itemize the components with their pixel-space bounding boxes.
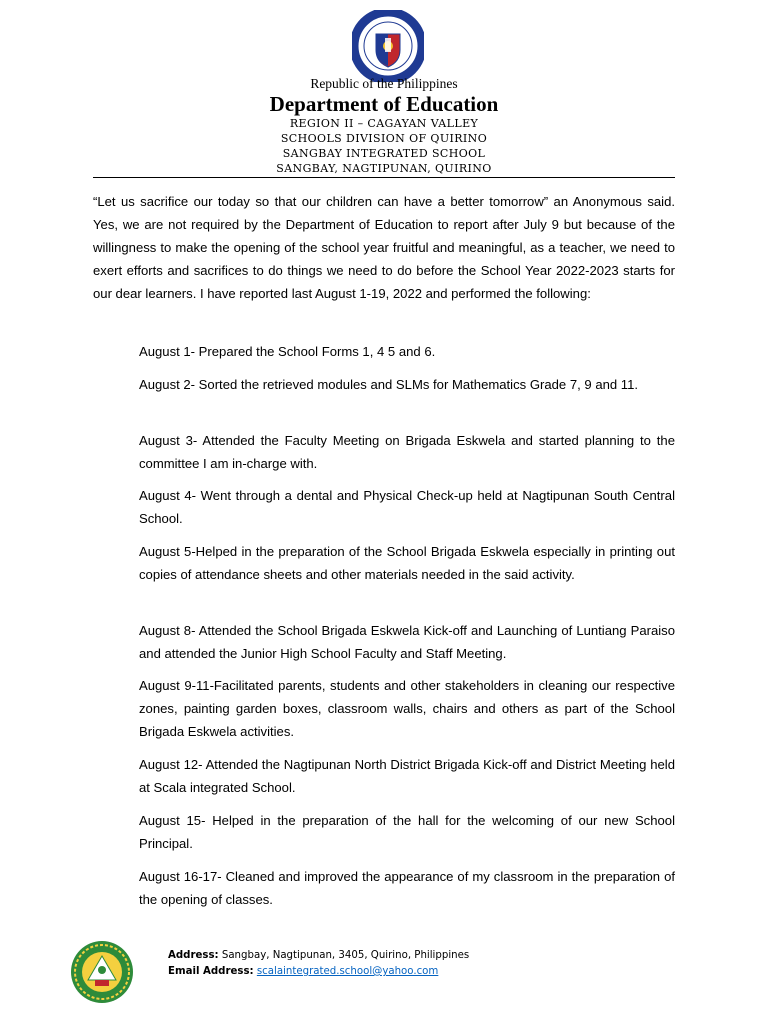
intro-paragraph: “Let us sacrifice our today so that our children can have a better tomorrow” an Anonymous said. Yes, we are not required by the Department of Education to report after July 9 but because of the willingness to make the opening of the school year fruitful and meaningful, as a teacher, we need to exert efforts and sacrifices to do things we need to do before the School Year 2022-2023 starts for our dear learners. I have reported last August 1-19, 2022 and performed the following: (93, 194, 675, 301)
region-line: REGION II – CAGAYAN VALLEY (289, 117, 479, 130)
address-label: Address: (168, 950, 219, 961)
entry-aug-2: August 2- Sorted the retrieved modules and SLMs for Mathematics Grade 7, 9 and 11. (139, 377, 639, 392)
deped-seal-icon (352, 10, 424, 82)
entry-aug-1: August 1- Prepared the School Forms 1, 4 5 and 6. (139, 344, 436, 359)
division-line: SCHOOLS DIVISION OF QUIRINO (280, 132, 488, 145)
entry-aug-16-17: August 16-17- Cleaned and improved the appearance of my classroom in the preparation of the opening of classes. (139, 869, 675, 907)
address-value: Sangbay, Nagtipunan, 3405, Quirino, Philippines (218, 950, 470, 961)
entry-aug-8: August 8- Attended the School Brigada Eskwela Kick-off and Launching of Luntiang Paraiso and attended the Junior High School Faculty and Staff Meeting. (139, 623, 675, 661)
school-line: SANGBAY INTEGRATED SCHOOL (282, 147, 486, 160)
email-link[interactable]: scalaintegrated.school@yahoo.com (256, 966, 439, 977)
email-label: Email Address: (168, 966, 254, 977)
footer-address (168, 950, 469, 961)
entry-aug-15: August 15- Helped in the preparation of the hall for the welcoming of our new School Principal. (139, 813, 675, 851)
location-line: SANGBAY, NAGTIPUNAN, QUIRINO (276, 162, 492, 175)
entry-aug-12: August 12- Attended the Nagtipunan North District Brigada Kick-off and District Meeting held at Scala integrated School. (139, 757, 675, 795)
header-divider (93, 177, 675, 178)
entry-aug-9-11: August 9-11-Facilitated parents, students and other stakeholders in cleaning our respective zones, painting garden boxes, classroom walls, chairs and others as part of the School Brigada Eskwela activities. (139, 678, 675, 739)
footer-email (168, 966, 438, 977)
department-title: Department of Education (269, 92, 499, 116)
school-seal-icon (70, 940, 134, 1004)
entry-aug-4: August 4- Went through a dental and Physical Check-up held at Nagtipunan South Central School. (139, 488, 675, 526)
entry-aug-3: August 3- Attended the Faculty Meeting on Brigada Eskwela and started planning to the committee I am in-charge with. (139, 433, 675, 471)
entry-aug-5: August 5-Helped in the preparation of the School Brigada Eskwela especially in printing out copies of attendance sheets and other materials needed in the said activity. (139, 544, 675, 582)
republic-line: Republic of the Philippines (310, 76, 458, 91)
